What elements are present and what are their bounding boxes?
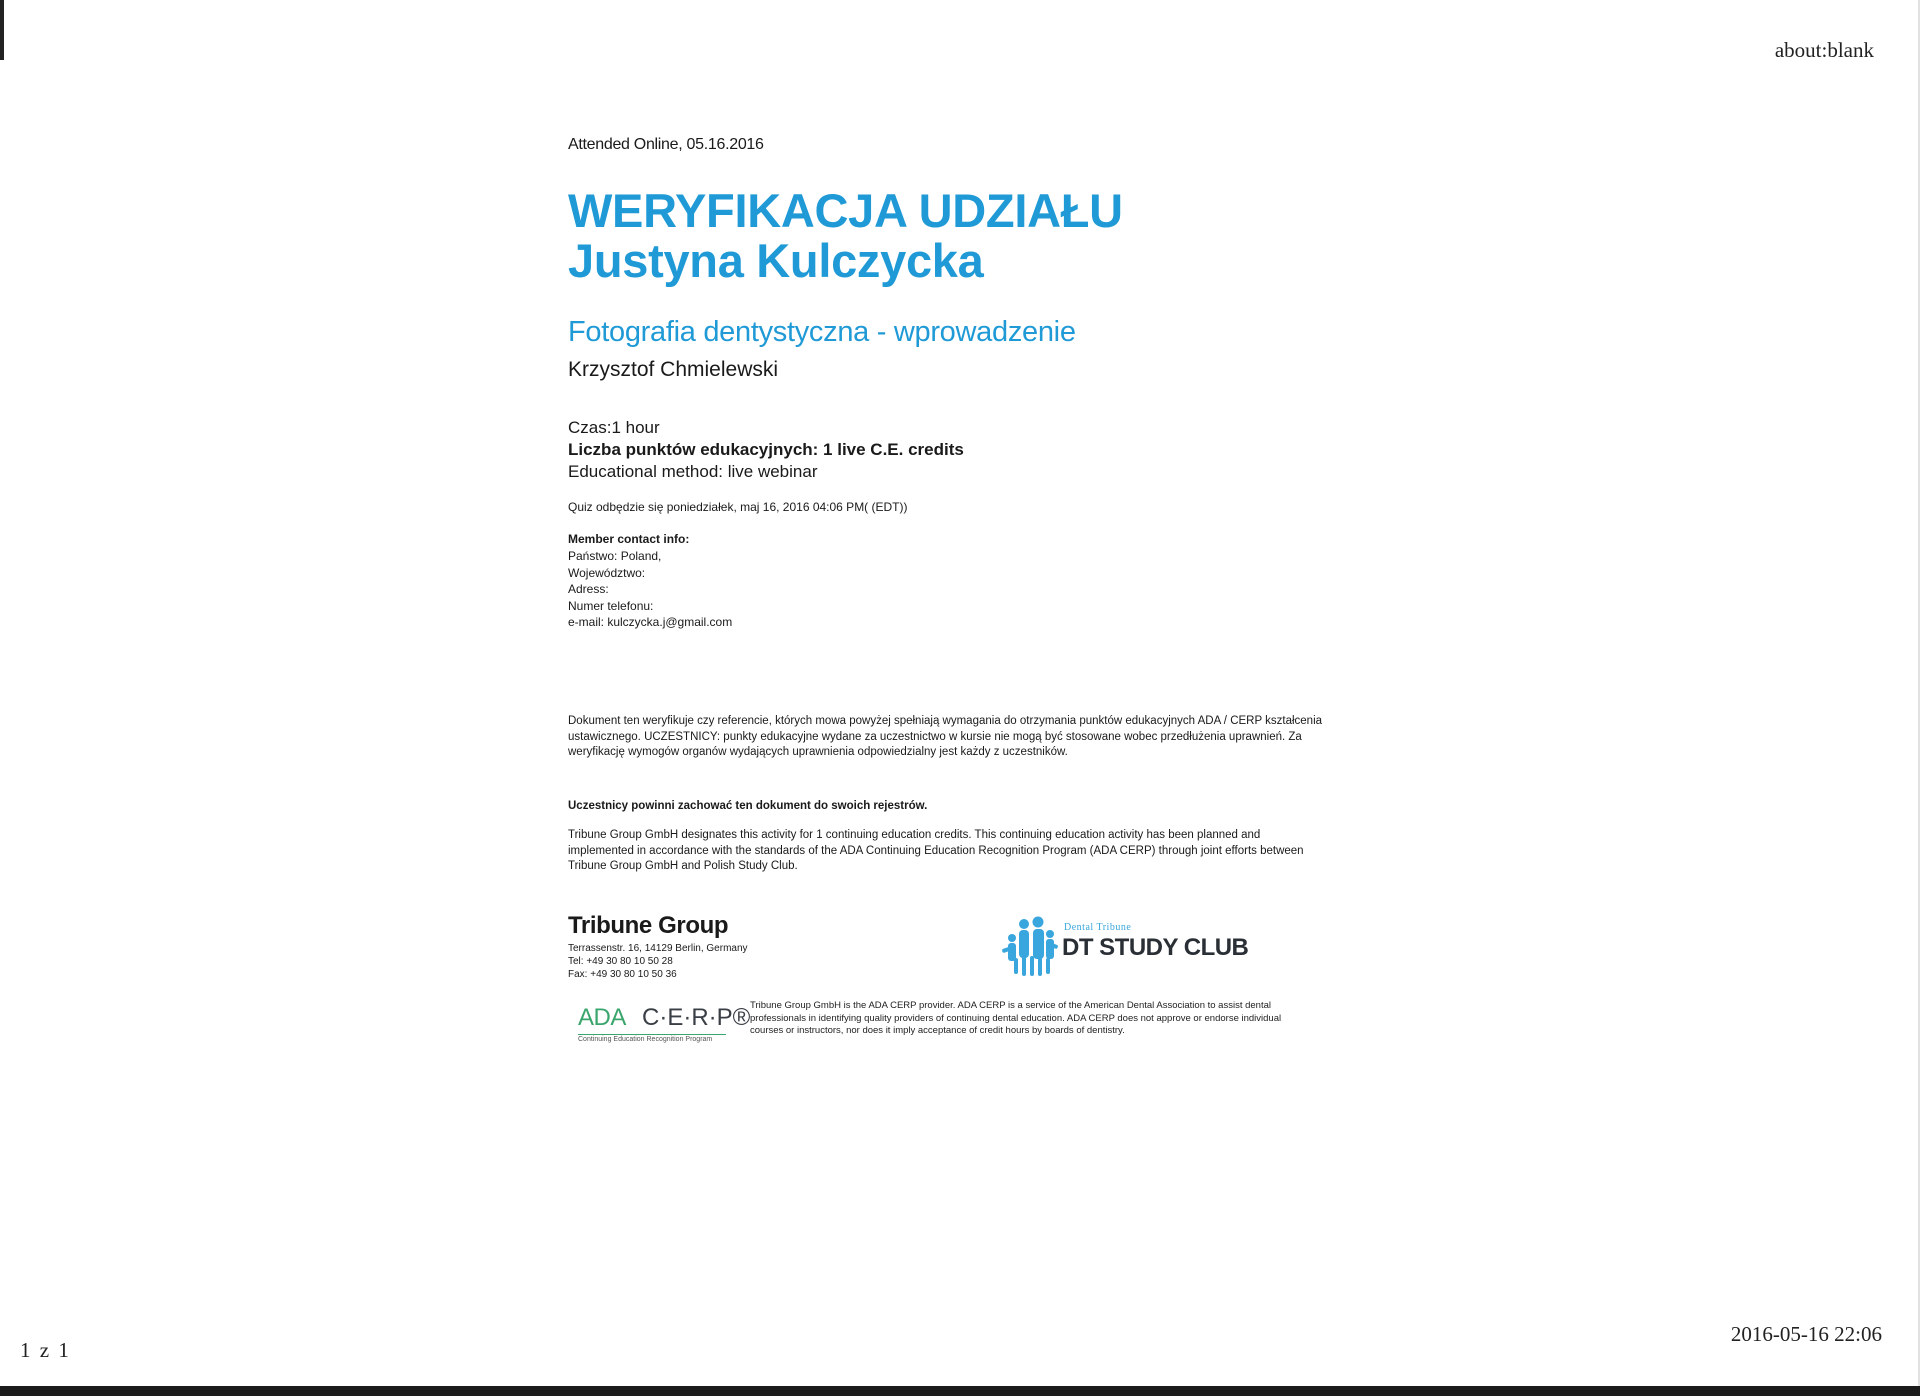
contact-country: Państwo: Poland, [568, 549, 662, 563]
print-datetime: 2016-05-16 22:06 [1730, 1322, 1882, 1346]
disclaimer-paragraph: Dokument ten weryfikuje czy referencie, których mowa powyżej spełniają wymagania do otrzymania punktów edukacyjnych ADA / CERP kształcenia ustawicznego. UCZESTNICY: punkty edukacyjne wydane za uczestnictwo w kursie nie mogą być stosowane wobec przedłużenia uprawnień. Za weryfikację wymogów organów wydających uprawnienia odpowiedzialny jest każdy z uczestników. [568, 715, 1323, 758]
keep-record-note: Uczestnicy powinni zachować ten dokument do swoich rejestrów. [568, 800, 928, 812]
scan-left-mark [0, 0, 4, 60]
educational-method: Educational method: live webinar [568, 462, 818, 481]
print-url: about:blank [1774, 38, 1874, 62]
scan-top-edge [0, 0, 1920, 8]
people-group-icon [1000, 908, 1060, 980]
dt-study-club-logo [1000, 908, 1270, 980]
cerp-statement: Tribune Group GmbH is the ADA CERP provider. ADA CERP is a service of the American Dental Association to assist dental professionals in identifying quality providers of continuing dental education. ADA CERP does not approve or endorse individual courses or instructors, nor does it imply acceptance of credit hours by boards of dentistry. [750, 1000, 1282, 1036]
credits: Liczba punktów edukacyjnych: 1 live C.E. credits [568, 440, 964, 459]
tribune-address: Terrassenstr. 16, 14129 Berlin, Germany [568, 943, 748, 954]
tribune-group-name: Tribune Group [568, 912, 729, 939]
tribune-address-block [568, 942, 748, 981]
ada-logo-subtitle: Continuing Education Recognition Program [578, 1036, 713, 1043]
scan-bottom-edge [0, 1386, 1920, 1396]
title-verification: WERYFIKACJA UDZIAŁU [568, 184, 1123, 237]
dental-tribune-label: Dental Tribune [1064, 922, 1132, 933]
member-contact-info [568, 548, 732, 631]
designation-paragraph: Tribune Group GmbH designates this activity for 1 continuing education credits. This continuing education activity has been planned and implemented in accordance with the standards of the ADA Continuing Education Recognition Program (ADA CERP) through joint efforts between Tribune Group GmbH and Polish Study Club. [568, 829, 1304, 872]
ada-cerp-logo [578, 1004, 751, 1048]
contact-email: e-mail: kulczycka.j@gmail.com [568, 615, 733, 629]
ada-wordmark: ADA [578, 1004, 626, 1031]
duration: Czas:1 hour [568, 418, 660, 437]
tribune-fax: Fax: +49 30 80 10 50 36 [568, 969, 677, 980]
member-contact-heading: Member contact info: [568, 532, 690, 546]
attended-date: Attended Online, 05.16.2016 [568, 136, 764, 153]
participant-name: Justyna Kulczycka [568, 234, 984, 287]
cerp-wordmark: C·E·R·P® [642, 1004, 751, 1031]
dt-study-club-label: DT STUDY CLUB [1062, 934, 1249, 961]
contact-voivodeship: Województwo: [568, 565, 646, 580]
contact-address: Adress: [568, 582, 609, 596]
contact-phone: Numer telefonu: [568, 598, 654, 613]
quiz-info: Quiz odbędzie się poniedziałek, maj 16, 2016 04:06 PM( (EDT)) [568, 500, 908, 514]
presenter-name: Krzysztof Chmielewski [568, 358, 779, 381]
print-page-number: 1 z 1 [20, 1338, 71, 1362]
ada-logo-rule [578, 1034, 726, 1035]
course-title: Fotografia dentystyczna - wprowadzenie [568, 316, 1076, 348]
tribune-tel: Tel: +49 30 80 10 50 28 [568, 956, 673, 967]
